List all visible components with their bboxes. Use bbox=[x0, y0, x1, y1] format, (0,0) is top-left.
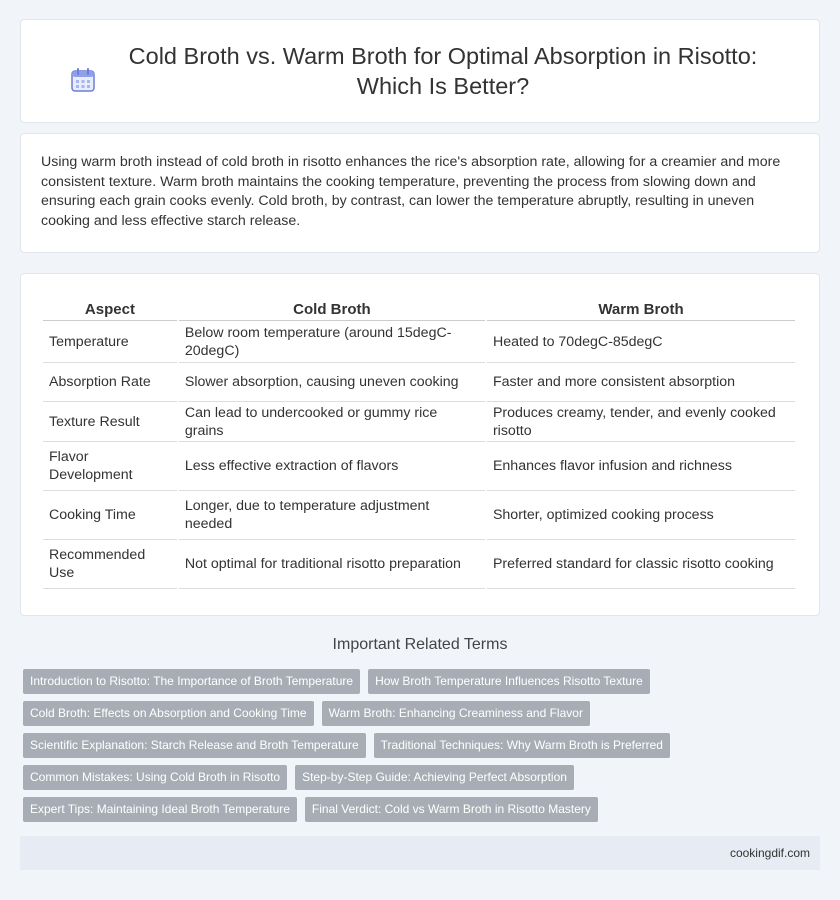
cell-warm: Produces creamy, tender, and evenly cooked risotto bbox=[487, 402, 795, 442]
tag-row bbox=[23, 669, 823, 694]
footer bbox=[20, 836, 820, 870]
related-terms-list bbox=[23, 669, 823, 829]
cell-cold: Can lead to undercooked or gummy rice grains bbox=[179, 402, 485, 442]
table-row bbox=[43, 402, 795, 442]
related-term-tag[interactable]: Warm Broth: Enhancing Creaminess and Flavor bbox=[322, 701, 590, 726]
cell-aspect: Texture Result bbox=[43, 402, 177, 442]
header-aspect: Aspect bbox=[43, 294, 177, 321]
cell-cold: Below room temperature (around 15degC-20degC) bbox=[179, 321, 485, 363]
page-title: Cold Broth vs. Warm Broth for Optimal Absorption in Risotto: Which Is Better? bbox=[128, 43, 758, 99]
related-term-tag[interactable]: Expert Tips: Maintaining Ideal Broth Temperature bbox=[23, 797, 297, 822]
header-cold-broth: Cold Broth bbox=[179, 294, 485, 321]
related-term-tag[interactable]: Traditional Techniques: Why Warm Broth is Preferred bbox=[374, 733, 670, 758]
related-term-tag[interactable]: Common Mistakes: Using Cold Broth in Risotto bbox=[23, 765, 287, 790]
cell-warm: Shorter, optimized cooking process bbox=[487, 491, 795, 540]
tag-row bbox=[23, 701, 823, 726]
related-terms-heading: Important Related Terms bbox=[332, 636, 508, 653]
title-card bbox=[20, 19, 820, 123]
tag-row bbox=[23, 797, 823, 822]
cell-aspect: Cooking Time bbox=[43, 491, 177, 540]
calendar-icon bbox=[70, 67, 96, 93]
table-row bbox=[43, 491, 795, 540]
table-row bbox=[43, 363, 795, 402]
related-term-tag[interactable]: Final Verdict: Cold vs Warm Broth in Risotto Mastery bbox=[305, 797, 598, 822]
footer-site-name[interactable]: cookingdif.com bbox=[729, 846, 810, 860]
cell-cold: Less effective extraction of flavors bbox=[179, 442, 485, 491]
intro-card bbox=[20, 133, 820, 253]
cell-warm: Faster and more consistent absorption bbox=[487, 363, 795, 402]
table-row bbox=[43, 540, 795, 589]
cell-warm: Preferred standard for classic risotto cooking bbox=[487, 540, 795, 589]
comparison-card bbox=[20, 273, 820, 616]
cell-cold: Longer, due to temperature adjustment needed bbox=[179, 491, 485, 540]
cell-warm: Heated to 70degC-85degC bbox=[487, 321, 795, 363]
title-wrap bbox=[70, 41, 770, 101]
related-term-tag[interactable]: How Broth Temperature Influences Risotto Texture bbox=[368, 669, 650, 694]
table-row bbox=[43, 442, 795, 491]
cell-cold: Not optimal for traditional risotto preparation bbox=[179, 540, 485, 589]
header-warm-broth: Warm Broth bbox=[487, 294, 795, 321]
related-term-tag[interactable]: Step-by-Step Guide: Achieving Perfect Absorption bbox=[295, 765, 574, 790]
cell-aspect: Flavor Development bbox=[43, 442, 177, 491]
table-row bbox=[43, 321, 795, 363]
cell-cold: Slower absorption, causing uneven cooking bbox=[179, 363, 485, 402]
related-term-tag[interactable]: Scientific Explanation: Starch Release and Broth Temperature bbox=[23, 733, 366, 758]
intro-paragraph: Using warm broth instead of cold broth in risotto enhances the rice's absorption rate, allowing for a creamier and more consistent texture. Warm broth maintains the cooking temperature, preventing the process from slowing down and ensuring each grain cooks evenly. Cold broth, by contrast, can lower the temperature abruptly, resulting in uneven cooking and less effective starch release. bbox=[41, 154, 781, 229]
related-term-tag[interactable]: Introduction to Risotto: The Importance of Broth Temperature bbox=[23, 669, 360, 694]
tag-row bbox=[23, 765, 823, 790]
tag-row bbox=[23, 733, 823, 758]
table-header-row bbox=[43, 294, 795, 321]
related-term-tag[interactable]: Cold Broth: Effects on Absorption and Cooking Time bbox=[23, 701, 314, 726]
cell-warm: Enhances flavor infusion and richness bbox=[487, 442, 795, 491]
cell-aspect: Absorption Rate bbox=[43, 363, 177, 402]
cell-aspect: Recommended Use bbox=[43, 540, 177, 589]
cell-aspect: Temperature bbox=[43, 321, 177, 363]
comparison-table bbox=[41, 294, 797, 589]
